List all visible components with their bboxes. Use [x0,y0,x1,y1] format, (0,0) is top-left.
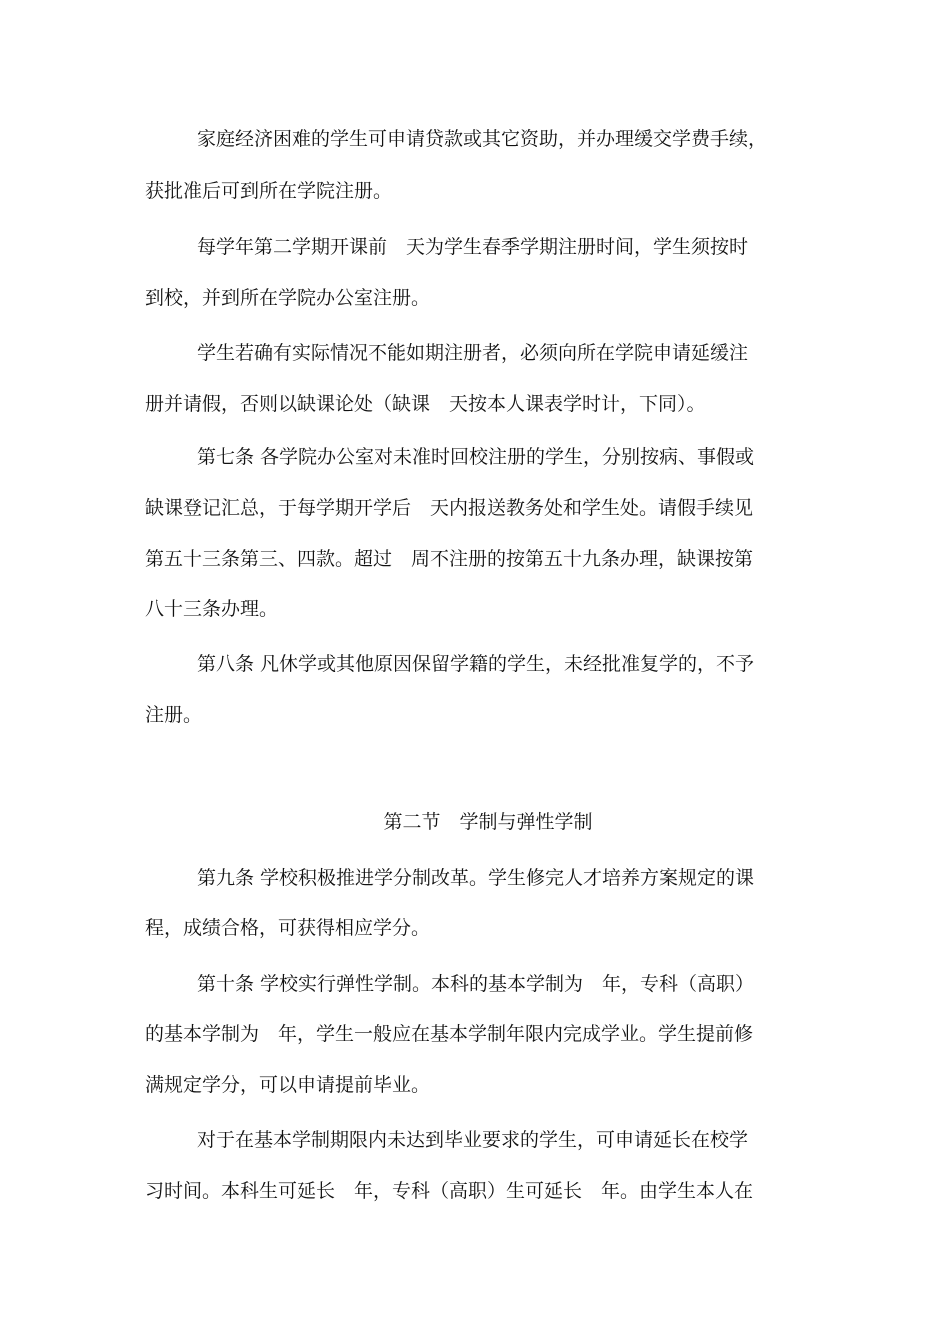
text-line: 学生若确有实际情况不能如期注册者，必须向所在学院申请延缓注 [197,342,749,364]
text-line: 习时间。本科生可延长 年，专科（高职）生可延长 年。由学生本人在 [145,1180,754,1202]
article-10-line: 第十条 学校实行弹性学制。本科的基本学制为 年，专科（高职） [197,973,755,995]
text-line: 家庭经济困难的学生可申请贷款或其它资助，并办理缓交学费手续， [197,128,768,150]
text-line: 注册。 [145,704,203,726]
text-line: 程，成绩合格，可获得相应学分。 [145,917,431,939]
text-line: 缺课登记汇总，于每学期开学后 天内报送教务处和学生处。请假手续见 [145,497,754,519]
article-7-line: 第七条 各学院办公室对未准时回校注册的学生，分别按病、事假或 [197,446,755,468]
text-line: 到校，并到所在学院办公室注册。 [145,287,431,309]
section-heading: 第二节 学制与弹性学制 [383,811,593,833]
text-line: 对于在基本学制期限内未达到毕业要求的学生，可申请延长在校学 [197,1129,749,1151]
text-line: 的基本学制为 年，学生一般应在基本学制年限内完成学业。学生提前修 [145,1023,754,1045]
article-9-line: 第九条 学校积极推进学分制改革。学生修完人才培养方案规定的课 [197,867,755,889]
text-line: 第五十三条第三、四款。超过 周不注册的按第五十九条办理，缺课按第 [145,548,754,570]
text-line: 每学年第二学期开课前 天为学生春季学期注册时间，学生须按时 [197,236,749,258]
text-line: 册并请假，否则以缺课论处（缺课 天按本人课表学时计，下同）。 [145,393,706,415]
text-line: 八十三条办理。 [145,598,279,620]
article-8-line: 第八条 凡休学或其他原因保留学籍的学生，未经批准复学的，不予 [197,653,755,675]
text-line: 获批准后可到所在学院注册。 [145,180,393,202]
text-line: 满规定学分，可以申请提前毕业。 [145,1074,431,1096]
